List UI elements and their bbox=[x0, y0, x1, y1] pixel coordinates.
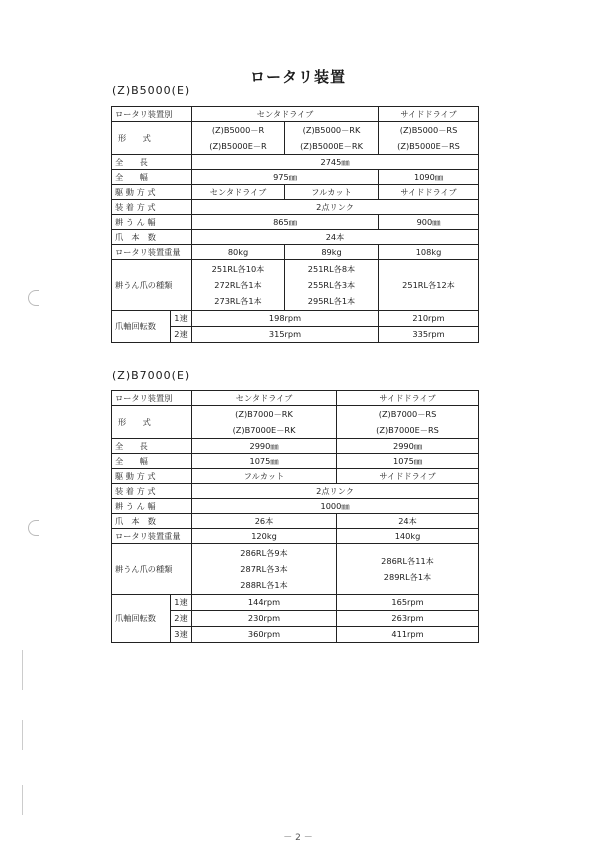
value-cell: 335rpm bbox=[379, 327, 479, 343]
row-label: 装 着 方 式 bbox=[112, 200, 192, 215]
row-label: 全 長 bbox=[112, 155, 192, 170]
table-row bbox=[112, 484, 479, 499]
row-label: 耕うん爪の種類 bbox=[112, 260, 192, 311]
model-cell: (Z)B7000－RK (Z)B7000E－RK bbox=[192, 406, 337, 439]
section-label-b7000: (Z)B7000(E) bbox=[112, 369, 191, 382]
scan-edge-mark bbox=[22, 650, 23, 690]
table-row bbox=[112, 514, 479, 529]
table-row bbox=[112, 245, 479, 260]
row-label: ロータリ装置重量 bbox=[112, 529, 192, 544]
value-cell: 411rpm bbox=[337, 627, 479, 643]
claw-type-cell: 286RL各11本 289RL各1本 bbox=[337, 544, 479, 595]
table-row bbox=[112, 185, 479, 200]
row-label: 全 幅 bbox=[112, 454, 192, 469]
value-cell: 80kg bbox=[192, 245, 285, 260]
value-cell: 2990㎜ bbox=[337, 439, 479, 454]
header-cell: サイドドライブ bbox=[337, 391, 479, 406]
speed-cell: 2速 bbox=[171, 327, 192, 343]
value-cell: 1000㎜ bbox=[192, 499, 479, 514]
speed-cell: 1速 bbox=[171, 311, 192, 327]
binder-hole bbox=[28, 290, 39, 306]
value-cell: 865㎜ bbox=[192, 215, 379, 230]
table-row bbox=[112, 469, 479, 484]
row-label: 爪軸回転数 bbox=[112, 311, 171, 343]
value-cell: 120kg bbox=[192, 529, 337, 544]
value-cell: 198rpm bbox=[192, 311, 379, 327]
row-label: ロータリ装置重量 bbox=[112, 245, 192, 260]
claw-type-cell: 251RL各8本 255RL各3本 295RL各1本 bbox=[285, 260, 379, 311]
value-cell: 1075㎜ bbox=[192, 454, 337, 469]
claw-type-cell: 286RL各9本 287RL各3本 288RL各1本 bbox=[192, 544, 337, 595]
row-label: 全 長 bbox=[112, 439, 192, 454]
row-label: 爪 本 数 bbox=[112, 514, 192, 529]
value-cell: サイドドライブ bbox=[379, 185, 479, 200]
value-cell: 360rpm bbox=[192, 627, 337, 643]
model-cell: (Z)B5000－RK (Z)B5000E－RK bbox=[285, 122, 379, 155]
table-row bbox=[112, 260, 479, 311]
speed-cell: 2速 bbox=[171, 611, 192, 627]
value-cell: 210rpm bbox=[379, 311, 479, 327]
row-label: 耕 う ん 幅 bbox=[112, 499, 192, 514]
spec-table-b5000 bbox=[111, 106, 479, 343]
value-cell: 26本 bbox=[192, 514, 337, 529]
row-label: 耕 う ん 幅 bbox=[112, 215, 192, 230]
value-cell: 1075㎜ bbox=[337, 454, 479, 469]
scan-edge-mark bbox=[22, 785, 23, 815]
value-cell: 24本 bbox=[337, 514, 479, 529]
row-label: 形 式 bbox=[112, 406, 192, 439]
table-header-row bbox=[112, 391, 479, 406]
value-cell: 315rpm bbox=[192, 327, 379, 343]
value-cell: サイドドライブ bbox=[337, 469, 479, 484]
value-cell: 2点リンク bbox=[192, 200, 479, 215]
value-cell: 975㎜ bbox=[192, 170, 379, 185]
claw-type-cell: 251RL各12本 bbox=[379, 260, 479, 311]
row-label: 爪軸回転数 bbox=[112, 595, 171, 643]
page-title: ロータリ装置 bbox=[249, 68, 346, 86]
value-cell: 165rpm bbox=[337, 595, 479, 611]
table-row bbox=[112, 215, 479, 230]
row-label: 駆 動 方 式 bbox=[112, 469, 192, 484]
spec-table-b7000 bbox=[111, 390, 479, 643]
value-cell: 1090㎜ bbox=[379, 170, 479, 185]
model-cell: (Z)B7000－RS (Z)B7000E－RS bbox=[337, 406, 479, 439]
table-row bbox=[112, 311, 479, 327]
claw-type-cell: 251RL各10本 272RL各1本 273RL各1本 bbox=[192, 260, 285, 311]
value-cell: 140kg bbox=[337, 529, 479, 544]
table-row bbox=[112, 454, 479, 469]
table-row bbox=[112, 230, 479, 245]
table-row bbox=[112, 155, 479, 170]
value-cell: 108kg bbox=[379, 245, 479, 260]
value-cell: センタドライブ bbox=[192, 185, 285, 200]
scan-edge-mark bbox=[22, 720, 23, 750]
row-label: 爪 本 数 bbox=[112, 230, 192, 245]
table-row bbox=[112, 595, 479, 611]
value-cell: 89kg bbox=[285, 245, 379, 260]
page-number: － 2 － bbox=[283, 833, 313, 843]
model-cell: (Z)B5000－RS (Z)B5000E－RS bbox=[379, 122, 479, 155]
speed-cell: 1速 bbox=[171, 595, 192, 611]
row-label: 形 式 bbox=[112, 122, 192, 155]
header-cell: ロータリ装置別 bbox=[112, 107, 192, 122]
table-row bbox=[112, 544, 479, 595]
row-label: 駆 動 方 式 bbox=[112, 185, 192, 200]
value-cell: 2990㎜ bbox=[192, 439, 337, 454]
value-cell: 263rpm bbox=[337, 611, 479, 627]
table-row bbox=[112, 122, 479, 155]
table-row bbox=[112, 439, 479, 454]
table-row bbox=[112, 529, 479, 544]
row-label: 全 幅 bbox=[112, 170, 192, 185]
header-cell: センタドライブ bbox=[192, 107, 379, 122]
table-row bbox=[112, 499, 479, 514]
header-cell: ロータリ装置別 bbox=[112, 391, 192, 406]
value-cell: 230rpm bbox=[192, 611, 337, 627]
value-cell: 2点リンク bbox=[192, 484, 479, 499]
value-cell: 2745㎜ bbox=[192, 155, 479, 170]
value-cell: フルカット bbox=[192, 469, 337, 484]
value-cell: 24本 bbox=[192, 230, 479, 245]
row-label: 装 着 方 式 bbox=[112, 484, 192, 499]
header-cell: センタドライブ bbox=[192, 391, 337, 406]
table-row bbox=[112, 170, 479, 185]
row-label: 耕うん爪の種類 bbox=[112, 544, 192, 595]
value-cell: フルカット bbox=[285, 185, 379, 200]
model-cell: (Z)B5000－R (Z)B5000E－R bbox=[192, 122, 285, 155]
binder-hole bbox=[28, 520, 39, 536]
value-cell: 144rpm bbox=[192, 595, 337, 611]
section-label-b5000: (Z)B5000(E) bbox=[112, 84, 191, 97]
header-cell: サイドドライブ bbox=[379, 107, 479, 122]
table-header-row bbox=[112, 107, 479, 122]
table-row bbox=[112, 200, 479, 215]
value-cell: 900㎜ bbox=[379, 215, 479, 230]
speed-cell: 3速 bbox=[171, 627, 192, 643]
table-row bbox=[112, 406, 479, 439]
